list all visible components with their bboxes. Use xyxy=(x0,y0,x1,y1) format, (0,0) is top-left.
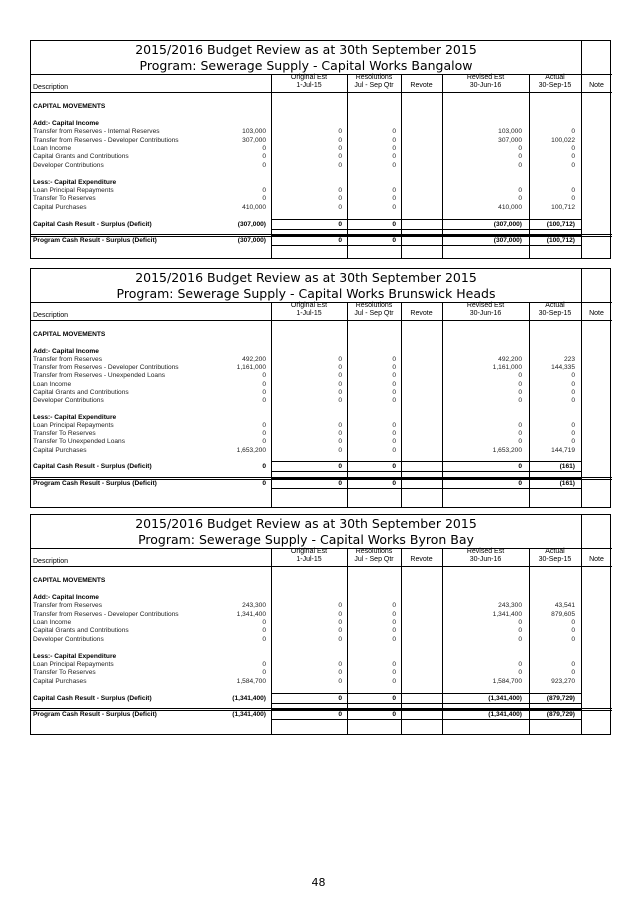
row-label: Capital Grants and Contributions xyxy=(33,627,129,635)
row-value: 0 xyxy=(338,635,342,643)
row-label: Less:- Capital Expenditure xyxy=(33,178,117,186)
column-header-original-est: Original Est xyxy=(290,74,328,81)
row-value: (1,341,400) xyxy=(488,711,522,719)
program-rule xyxy=(31,236,612,237)
row-label: Transfer To Unexpended Loans xyxy=(33,438,126,446)
row-value: 0 xyxy=(518,421,522,429)
row-value: 0 xyxy=(518,661,522,668)
row-value: 0 xyxy=(262,380,266,388)
row-label: Loan Principal Repayments xyxy=(33,661,114,668)
row-value: 1,653,200 xyxy=(236,446,266,454)
column-header-actual: 30-Sep-15 xyxy=(538,310,572,317)
row-value: 0 xyxy=(392,421,396,429)
column-divider xyxy=(271,548,272,734)
row-value: 0 xyxy=(392,430,396,437)
program-rule xyxy=(31,234,612,235)
row-value: 0 xyxy=(262,187,266,194)
page-number: 48 xyxy=(311,876,326,889)
row-value: 1,161,000 xyxy=(492,364,522,371)
row-value: 0 xyxy=(392,220,396,228)
row-value: 0 xyxy=(338,355,342,363)
row-value: 0 xyxy=(338,627,342,635)
budget-section-brunswick-heads xyxy=(30,268,611,508)
row-value: 0 xyxy=(571,380,575,388)
row-value: 0 xyxy=(518,397,522,404)
row-value: 0 xyxy=(571,187,575,194)
row-value: 0 xyxy=(571,635,575,643)
program-title: Program: Sewerage Supply - Capital Works Brunswick Heads xyxy=(116,286,496,301)
row-value: 0 xyxy=(338,364,342,371)
row-label: Transfer To Reserves xyxy=(33,669,96,677)
column-header-description: Description xyxy=(33,312,69,319)
row-value: 0 xyxy=(571,128,575,136)
row-value: 0 xyxy=(518,195,522,203)
row-value: 0 xyxy=(262,421,266,429)
row-label: Transfer from Reserves xyxy=(33,602,103,610)
row-value: 0 xyxy=(338,203,342,211)
row-value: 0 xyxy=(518,145,522,152)
row-value: 0 xyxy=(262,388,266,396)
row-label: Less:- Capital Expenditure xyxy=(33,652,117,660)
row-value: 307,000 xyxy=(498,136,522,144)
result-rule xyxy=(271,471,581,472)
row-value: 0 xyxy=(392,610,396,618)
row-label: Capital Purchases xyxy=(33,677,87,685)
row-value: 0 xyxy=(571,438,575,446)
row-value: 0 xyxy=(338,388,342,396)
row-value: 0 xyxy=(338,430,342,437)
row-label: Less:- Capital Expenditure xyxy=(33,413,117,421)
row-label: Add:- Capital Income xyxy=(33,347,99,355)
row-value: 0 xyxy=(518,388,522,396)
row-label: Transfer To Reserves xyxy=(33,430,96,437)
column-divider xyxy=(529,548,530,734)
row-value: 0 xyxy=(571,388,575,396)
row-value: 0 xyxy=(571,372,575,380)
row-value: 0 xyxy=(338,669,342,677)
result-rule xyxy=(271,219,581,220)
row-value: 0 xyxy=(338,187,342,194)
row-label: Loan Income xyxy=(33,145,72,152)
row-value: (1,341,400) xyxy=(488,694,522,702)
row-label: CAPITAL MOVEMENTS xyxy=(33,577,106,584)
row-value: 0 xyxy=(262,463,266,470)
column-header-revised-est: 30-Jun-16 xyxy=(469,556,502,563)
result-rule xyxy=(271,488,581,489)
row-label: Transfer To Reserves xyxy=(33,195,96,203)
column-header-revote: Revote xyxy=(410,82,433,89)
row-value: 0 xyxy=(392,145,396,152)
row-label: Add:- Capital Income xyxy=(33,119,99,127)
header-top-rule xyxy=(31,548,612,549)
row-value: 0 xyxy=(338,220,342,228)
row-label: Developer Contributions xyxy=(33,161,104,169)
row-value: 0 xyxy=(571,397,575,404)
row-label: Loan Income xyxy=(33,619,72,626)
row-value: 0 xyxy=(262,438,266,446)
row-value: 0 xyxy=(392,619,396,626)
row-value: 0 xyxy=(392,397,396,404)
column-header-resolutions: Resolutions xyxy=(355,302,393,309)
program-rule xyxy=(31,710,612,711)
row-value: 0 xyxy=(338,694,342,702)
row-value: 1,341,400 xyxy=(236,610,266,618)
title-divider xyxy=(581,269,582,302)
column-header-actual: Actual xyxy=(545,548,565,555)
program-title: Program: Sewerage Supply - Capital Works Byron Bay xyxy=(138,532,474,547)
row-value: 223 xyxy=(563,355,575,363)
row-value: (1,341,400) xyxy=(232,711,266,719)
row-label: Program Cash Result - Surplus (Deficit) xyxy=(33,711,157,719)
row-label: Developer Contributions xyxy=(33,635,104,643)
row-value: 0 xyxy=(392,355,396,363)
result-rule xyxy=(271,703,581,704)
row-value: 0 xyxy=(338,610,342,618)
row-value: 0 xyxy=(338,463,342,470)
row-value: 0 xyxy=(338,479,342,487)
row-value: 0 xyxy=(338,446,342,454)
program-rule xyxy=(31,708,612,709)
row-value: 0 xyxy=(262,635,266,643)
result-rule xyxy=(271,229,581,230)
row-value: 0 xyxy=(518,438,522,446)
row-value: 0 xyxy=(392,661,396,668)
row-value: (307,000) xyxy=(493,220,522,228)
row-value: 879,605 xyxy=(551,610,575,618)
row-value: 0 xyxy=(338,602,342,610)
column-header-original-est: Original Est xyxy=(290,302,328,309)
row-value: 0 xyxy=(392,128,396,136)
column-header-original-est: Original Est xyxy=(290,548,328,555)
row-label: Transfer from Reserves - Unexpended Loans xyxy=(33,372,166,380)
row-value: 0 xyxy=(518,187,522,194)
row-value: 0 xyxy=(518,430,522,437)
row-label: Transfer from Reserves - Developer Contributions xyxy=(33,610,179,618)
program-title: Program: Sewerage Supply - Capital Works Bangalow xyxy=(139,58,473,73)
row-value: 0 xyxy=(262,195,266,203)
row-value: 0 xyxy=(262,479,266,487)
row-value: 243,300 xyxy=(242,602,266,610)
row-value: 0 xyxy=(518,669,522,677)
row-value: 0 xyxy=(571,421,575,429)
budget-section-bangalow xyxy=(30,40,611,259)
row-value: (307,000) xyxy=(237,237,266,245)
row-value: 1,584,700 xyxy=(492,677,522,685)
column-header-description: Description xyxy=(33,558,69,565)
row-value: 0 xyxy=(338,128,342,136)
row-value: 0 xyxy=(338,145,342,152)
row-value: 0 xyxy=(571,153,575,161)
row-value: (307,000) xyxy=(237,220,266,228)
column-header-actual: 30-Sep-15 xyxy=(538,556,572,563)
row-value: 0 xyxy=(571,661,575,668)
header-bottom-rule xyxy=(31,92,612,93)
row-value: 0 xyxy=(571,627,575,635)
column-header-actual: Actual xyxy=(545,74,565,81)
column-divider xyxy=(581,548,582,734)
row-value: 0 xyxy=(571,430,575,437)
row-value: 0 xyxy=(392,694,396,702)
row-value: 243,300 xyxy=(498,602,522,610)
row-value: 0 xyxy=(392,380,396,388)
row-value: 0 xyxy=(518,380,522,388)
row-value: 0 xyxy=(392,136,396,144)
row-value: 0 xyxy=(392,446,396,454)
column-divider xyxy=(401,74,402,258)
column-divider xyxy=(401,548,402,734)
row-value: 0 xyxy=(518,627,522,635)
row-label: Capital Purchases xyxy=(33,446,87,454)
row-label: Capital Cash Result - Surplus (Deficit) xyxy=(33,220,152,228)
row-value: 0 xyxy=(262,153,266,161)
column-divider xyxy=(442,548,443,734)
row-value: 0 xyxy=(392,203,396,211)
row-value: 1,653,200 xyxy=(492,446,522,454)
row-value: 0 xyxy=(571,619,575,626)
row-value: 410,000 xyxy=(498,203,522,211)
row-label: Capital Purchases xyxy=(33,203,87,211)
row-label: Capital Grants and Contributions xyxy=(33,153,129,161)
title-divider xyxy=(581,515,582,548)
row-value: 144,719 xyxy=(551,446,575,454)
row-label: Transfer from Reserves - Developer Contributions xyxy=(33,364,179,371)
header-top-rule xyxy=(31,74,612,75)
column-header-original-est: 1-Jul-15 xyxy=(296,556,322,563)
row-value: 0 xyxy=(392,237,396,245)
column-header-resolutions: Jul - Sep Qtr xyxy=(354,556,394,563)
row-value: (100,712) xyxy=(546,237,575,245)
row-value: 0 xyxy=(392,187,396,194)
column-header-note: Note xyxy=(589,310,604,317)
row-value: (1,341,400) xyxy=(232,694,266,702)
row-value: 307,000 xyxy=(242,136,266,144)
result-rule xyxy=(271,693,581,694)
row-value: (161) xyxy=(559,463,575,470)
column-header-revised-est: Revised Est xyxy=(466,74,505,81)
row-value: 144,335 xyxy=(551,364,575,371)
row-value: 0 xyxy=(518,372,522,380)
column-divider xyxy=(442,74,443,258)
row-value: 492,200 xyxy=(242,355,266,363)
row-value: 0 xyxy=(338,711,342,719)
column-header-revised-est: 30-Jun-16 xyxy=(469,82,502,89)
row-value: 0 xyxy=(338,397,342,404)
row-value: 0 xyxy=(392,438,396,446)
row-value: 0 xyxy=(392,711,396,719)
row-value: 0 xyxy=(338,438,342,446)
row-label: Capital Grants and Contributions xyxy=(33,388,129,396)
row-value: 0 xyxy=(392,195,396,203)
column-header-actual: Actual xyxy=(545,302,565,309)
row-value: (307,000) xyxy=(493,237,522,245)
column-header-resolutions: Resolutions xyxy=(355,548,393,555)
row-value: 0 xyxy=(392,161,396,169)
row-value: 0 xyxy=(392,372,396,380)
row-value: 0 xyxy=(571,145,575,152)
row-value: 492,200 xyxy=(498,355,522,363)
column-header-description: Description xyxy=(33,84,69,91)
column-header-note: Note xyxy=(589,82,604,89)
column-header-revote: Revote xyxy=(410,556,433,563)
title-divider xyxy=(581,41,582,74)
row-value: 100,712 xyxy=(551,203,575,211)
row-value: 0 xyxy=(262,372,266,380)
row-label: Loan Principal Repayments xyxy=(33,421,114,429)
row-value: 0 xyxy=(262,669,266,677)
row-value: 0 xyxy=(338,421,342,429)
row-value: 0 xyxy=(571,195,575,203)
row-value: 0 xyxy=(262,145,266,152)
row-label: Transfer from Reserves xyxy=(33,355,103,363)
row-value: 0 xyxy=(262,627,266,635)
row-value: 0 xyxy=(392,669,396,677)
row-value: 0 xyxy=(518,463,522,470)
row-value: 0 xyxy=(262,661,266,668)
row-value: 0 xyxy=(338,136,342,144)
result-rule xyxy=(271,719,581,720)
column-header-original-est: 1-Jul-15 xyxy=(296,310,322,317)
row-value: (161) xyxy=(559,479,575,487)
column-divider xyxy=(271,74,272,258)
row-value: 0 xyxy=(518,153,522,161)
column-divider xyxy=(347,74,348,258)
column-divider xyxy=(347,548,348,734)
row-label: Loan Income xyxy=(33,380,72,388)
row-value: 0 xyxy=(571,669,575,677)
row-value: 0 xyxy=(338,661,342,668)
row-label: CAPITAL MOVEMENTS xyxy=(33,331,106,338)
row-label: Transfer from Reserves - Internal Reserves xyxy=(33,128,160,136)
column-header-resolutions: Jul - Sep Qtr xyxy=(354,82,394,89)
row-value: 103,000 xyxy=(498,128,522,136)
row-value: 0 xyxy=(392,364,396,371)
row-label: Capital Cash Result - Surplus (Deficit) xyxy=(33,694,152,702)
row-value: 43,541 xyxy=(554,602,575,610)
row-label: Capital Cash Result - Surplus (Deficit) xyxy=(33,463,152,470)
header-bottom-rule xyxy=(31,566,612,567)
row-value: 1,341,400 xyxy=(492,610,522,618)
row-value: 0 xyxy=(571,161,575,169)
row-label: Program Cash Result - Surplus (Deficit) xyxy=(33,479,157,487)
column-header-resolutions: Resolutions xyxy=(355,74,393,81)
row-value: 923,270 xyxy=(551,677,575,685)
row-value: 100,022 xyxy=(551,136,575,144)
section-title: 2015/2016 Budget Review as at 30th September 2015 xyxy=(135,516,477,531)
result-rule xyxy=(271,461,581,462)
column-header-revised-est: Revised Est xyxy=(466,548,505,555)
row-value: 0 xyxy=(518,479,522,487)
result-rule xyxy=(271,245,581,246)
row-value: 0 xyxy=(392,602,396,610)
row-value: (100,712) xyxy=(546,220,575,228)
row-value: 0 xyxy=(392,463,396,470)
row-value: 0 xyxy=(392,677,396,685)
header-bottom-rule xyxy=(31,320,612,321)
column-header-resolutions: Jul - Sep Qtr xyxy=(354,310,394,317)
row-value: 0 xyxy=(262,161,266,169)
row-value: 0 xyxy=(338,195,342,203)
row-value: 0 xyxy=(518,161,522,169)
row-label: Program Cash Result - Surplus (Deficit) xyxy=(33,237,157,245)
program-rule xyxy=(31,479,612,480)
row-value: 0 xyxy=(518,635,522,643)
row-value: (879,729) xyxy=(546,711,575,719)
row-value: (879,729) xyxy=(546,694,575,702)
row-value: 0 xyxy=(518,619,522,626)
row-value: 103,000 xyxy=(242,128,266,136)
row-value: 0 xyxy=(338,677,342,685)
row-value: 0 xyxy=(392,635,396,643)
row-value: 0 xyxy=(338,237,342,245)
row-value: 0 xyxy=(392,153,396,161)
row-value: 410,000 xyxy=(242,203,266,211)
row-value: 0 xyxy=(338,161,342,169)
row-label: Transfer from Reserves - Developer Contributions xyxy=(33,136,179,144)
row-label: Developer Contributions xyxy=(33,397,104,404)
column-divider xyxy=(529,74,530,258)
row-value: 0 xyxy=(338,372,342,380)
row-value: 0 xyxy=(338,619,342,626)
row-label: CAPITAL MOVEMENTS xyxy=(33,103,106,110)
row-value: 1,161,000 xyxy=(236,364,266,371)
column-header-actual: 30-Sep-15 xyxy=(538,82,572,89)
row-value: 0 xyxy=(262,397,266,404)
header-top-rule xyxy=(31,302,612,303)
row-value: 0 xyxy=(262,430,266,437)
row-value: 0 xyxy=(392,627,396,635)
column-header-original-est: 1-Jul-15 xyxy=(296,82,322,89)
row-label: Add:- Capital Income xyxy=(33,593,99,601)
row-value: 1,584,700 xyxy=(236,677,266,685)
column-header-note: Note xyxy=(589,556,604,563)
row-value: 0 xyxy=(392,388,396,396)
row-value: 0 xyxy=(392,479,396,487)
budget-section-byron-bay xyxy=(30,514,611,735)
program-rule xyxy=(31,477,612,478)
row-value: 0 xyxy=(262,619,266,626)
column-header-revote: Revote xyxy=(410,310,433,317)
row-value: 0 xyxy=(338,380,342,388)
column-header-revised-est: 30-Jun-16 xyxy=(469,310,502,317)
column-divider xyxy=(581,74,582,258)
section-title: 2015/2016 Budget Review as at 30th September 2015 xyxy=(135,42,477,57)
column-header-revised-est: Revised Est xyxy=(466,302,505,309)
section-title: 2015/2016 Budget Review as at 30th September 2015 xyxy=(135,270,477,285)
row-label: Loan Principal Repayments xyxy=(33,187,114,194)
row-value: 0 xyxy=(338,153,342,161)
